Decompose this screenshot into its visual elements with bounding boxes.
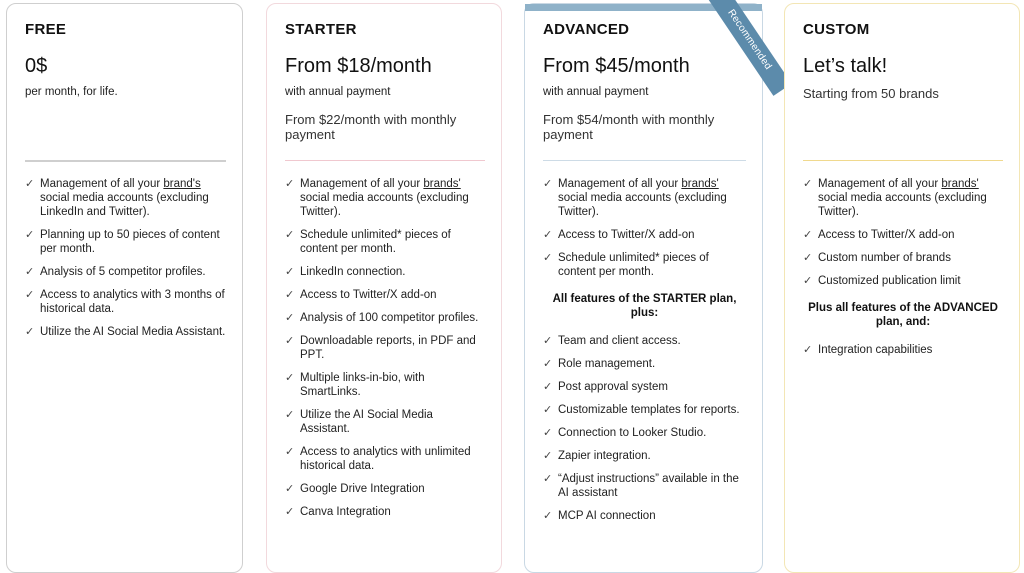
check-icon: ✓	[25, 266, 35, 278]
brands-link[interactable]: brands'	[423, 178, 461, 190]
recommended-ribbon	[683, 3, 774, 87]
plan-card-starter	[266, 3, 502, 573]
price-subtitle: Starting from 50 brands	[803, 86, 939, 101]
check-icon: ✓	[543, 358, 553, 370]
feature-item: ✓ Planning up to 50 pieces of content per month.	[25, 229, 220, 255]
feature-item: ✓ MCP AI connection	[543, 510, 656, 522]
alt-price: From $22/month with monthly payment	[285, 112, 457, 142]
divider	[285, 160, 485, 161]
price-subtitle: with annual payment	[285, 86, 391, 98]
feature-item: ✓ Access to Twitter/X add-on	[543, 229, 695, 241]
feature-item: ✓ Analysis of 100 competitor profiles.	[285, 312, 479, 324]
alt-price: From $54/month with monthly payment	[543, 112, 715, 142]
check-icon: ✓	[803, 229, 813, 241]
feature-item: ✓ Utilize the AI Social Media Assistant.	[285, 409, 433, 435]
check-icon: ✓	[285, 372, 295, 384]
feature-item: ✓ Connection to Looker Studio.	[543, 427, 707, 439]
feature-item: ✓ Integration capabilities	[803, 344, 933, 356]
check-icon: ✓	[285, 178, 295, 190]
feature-list	[543, 177, 746, 532]
check-icon: ✓	[543, 450, 553, 462]
feature-item: ✓ Canva Integration	[285, 506, 391, 518]
divider	[803, 160, 1003, 161]
feature-item: ✓ “Adjust instructions” available in the AI assistant	[543, 473, 739, 499]
check-icon: ✓	[543, 473, 553, 485]
plan-name: STARTER	[285, 21, 357, 38]
check-icon: ✓	[25, 326, 35, 338]
check-icon: ✓	[25, 178, 35, 190]
check-icon: ✓	[543, 335, 553, 347]
check-icon: ✓	[285, 335, 295, 347]
feature-item: ✓ Role management.	[543, 358, 656, 370]
check-icon: ✓	[543, 427, 553, 439]
feature-item: ✓ Analysis of 5 competitor profiles.	[25, 266, 206, 278]
divider	[25, 160, 226, 162]
check-icon: ✓	[543, 510, 553, 522]
check-icon: ✓	[285, 506, 295, 518]
plan-card-custom	[784, 3, 1020, 573]
check-icon: ✓	[543, 178, 553, 190]
feature-item: ✓ Custom number of brands	[803, 252, 951, 264]
check-icon: ✓	[543, 404, 553, 416]
plan-price: Let’s talk!	[803, 55, 888, 77]
brands-link[interactable]: brand's	[163, 178, 201, 190]
check-icon: ✓	[803, 344, 813, 356]
feature-list	[803, 177, 1003, 366]
check-icon: ✓	[285, 483, 295, 495]
divider	[543, 160, 746, 161]
feature-item: ✓ Team and client access.	[543, 335, 681, 347]
feature-list	[25, 177, 226, 348]
feature-item: ✓ Access to Twitter/X add-on	[803, 229, 955, 241]
feature-item: ✓ Customizable templates for reports.	[543, 404, 740, 416]
feature-item: ✓ Post approval system	[543, 381, 668, 393]
check-icon: ✓	[285, 312, 295, 324]
check-icon: ✓	[285, 266, 295, 278]
plan-name: ADVANCED	[543, 21, 630, 38]
plan-price: 0$	[25, 55, 48, 77]
feature-item: ✓ Management of all your brands' social media accounts (excluding Twitter).	[803, 178, 987, 218]
check-icon: ✓	[25, 289, 35, 301]
feature-item: ✓ Management of all your brands' social media accounts (excluding Twitter).	[285, 178, 469, 218]
feature-item: ✓ Utilize the AI Social Media Assistant.	[25, 326, 226, 338]
plan-name: FREE	[25, 21, 67, 38]
feature-item: ✓ LinkedIn connection.	[285, 266, 406, 278]
check-icon: ✓	[543, 229, 553, 241]
feature-item: ✓ Access to analytics with unlimited historical data.	[285, 446, 471, 472]
feature-item: ✓ Multiple links-in-bio, with SmartLinks.	[285, 372, 425, 398]
check-icon: ✓	[285, 289, 295, 301]
plan-card-advanced	[524, 3, 774, 573]
check-icon: ✓	[803, 275, 813, 287]
check-icon: ✓	[285, 446, 295, 458]
check-icon: ✓	[803, 252, 813, 264]
feature-item: ✓ Management of all your brand's social media accounts (excluding LinkedIn and Twitter).	[25, 178, 209, 218]
feature-item: ✓ Schedule unlimited* pieces of content per month.	[543, 252, 709, 278]
feature-list	[285, 177, 485, 528]
price-subtitle: per month, for life.	[25, 86, 118, 98]
features-heading: Plus all features of the ADVANCED plan, and:	[808, 302, 998, 328]
feature-item: ✓ Customized publication limit	[803, 275, 961, 287]
check-icon: ✓	[285, 409, 295, 421]
plan-price: From $18/month	[285, 55, 432, 77]
brands-link[interactable]: brands'	[681, 178, 719, 190]
check-icon: ✓	[803, 178, 813, 190]
feature-item: ✓ Schedule unlimited* pieces of content per month.	[285, 229, 451, 255]
plan-card-free	[6, 3, 243, 573]
brands-link[interactable]: brands'	[941, 178, 979, 190]
feature-item: ✓ Access to analytics with 3 months of historical data.	[25, 289, 225, 315]
recommended-label: Recommended	[706, 0, 791, 96]
plan-name: CUSTOM	[803, 21, 870, 38]
check-icon: ✓	[543, 252, 553, 264]
plan-price: From $45/month	[543, 55, 690, 77]
feature-item: ✓ Downloadable reports, in PDF and PPT.	[285, 335, 476, 361]
feature-item: ✓ Google Drive Integration	[285, 483, 425, 495]
feature-item: ✓ Management of all your brands' social media accounts (excluding Twitter).	[543, 178, 727, 218]
feature-item: ✓ Access to Twitter/X add-on	[285, 289, 437, 301]
feature-item: ✓ Zapier integration.	[543, 450, 651, 462]
check-icon: ✓	[285, 229, 295, 241]
check-icon: ✓	[543, 381, 553, 393]
check-icon: ✓	[25, 229, 35, 241]
features-heading: All features of the STARTER plan, plus:	[552, 293, 737, 319]
price-subtitle: with annual payment	[543, 86, 649, 98]
